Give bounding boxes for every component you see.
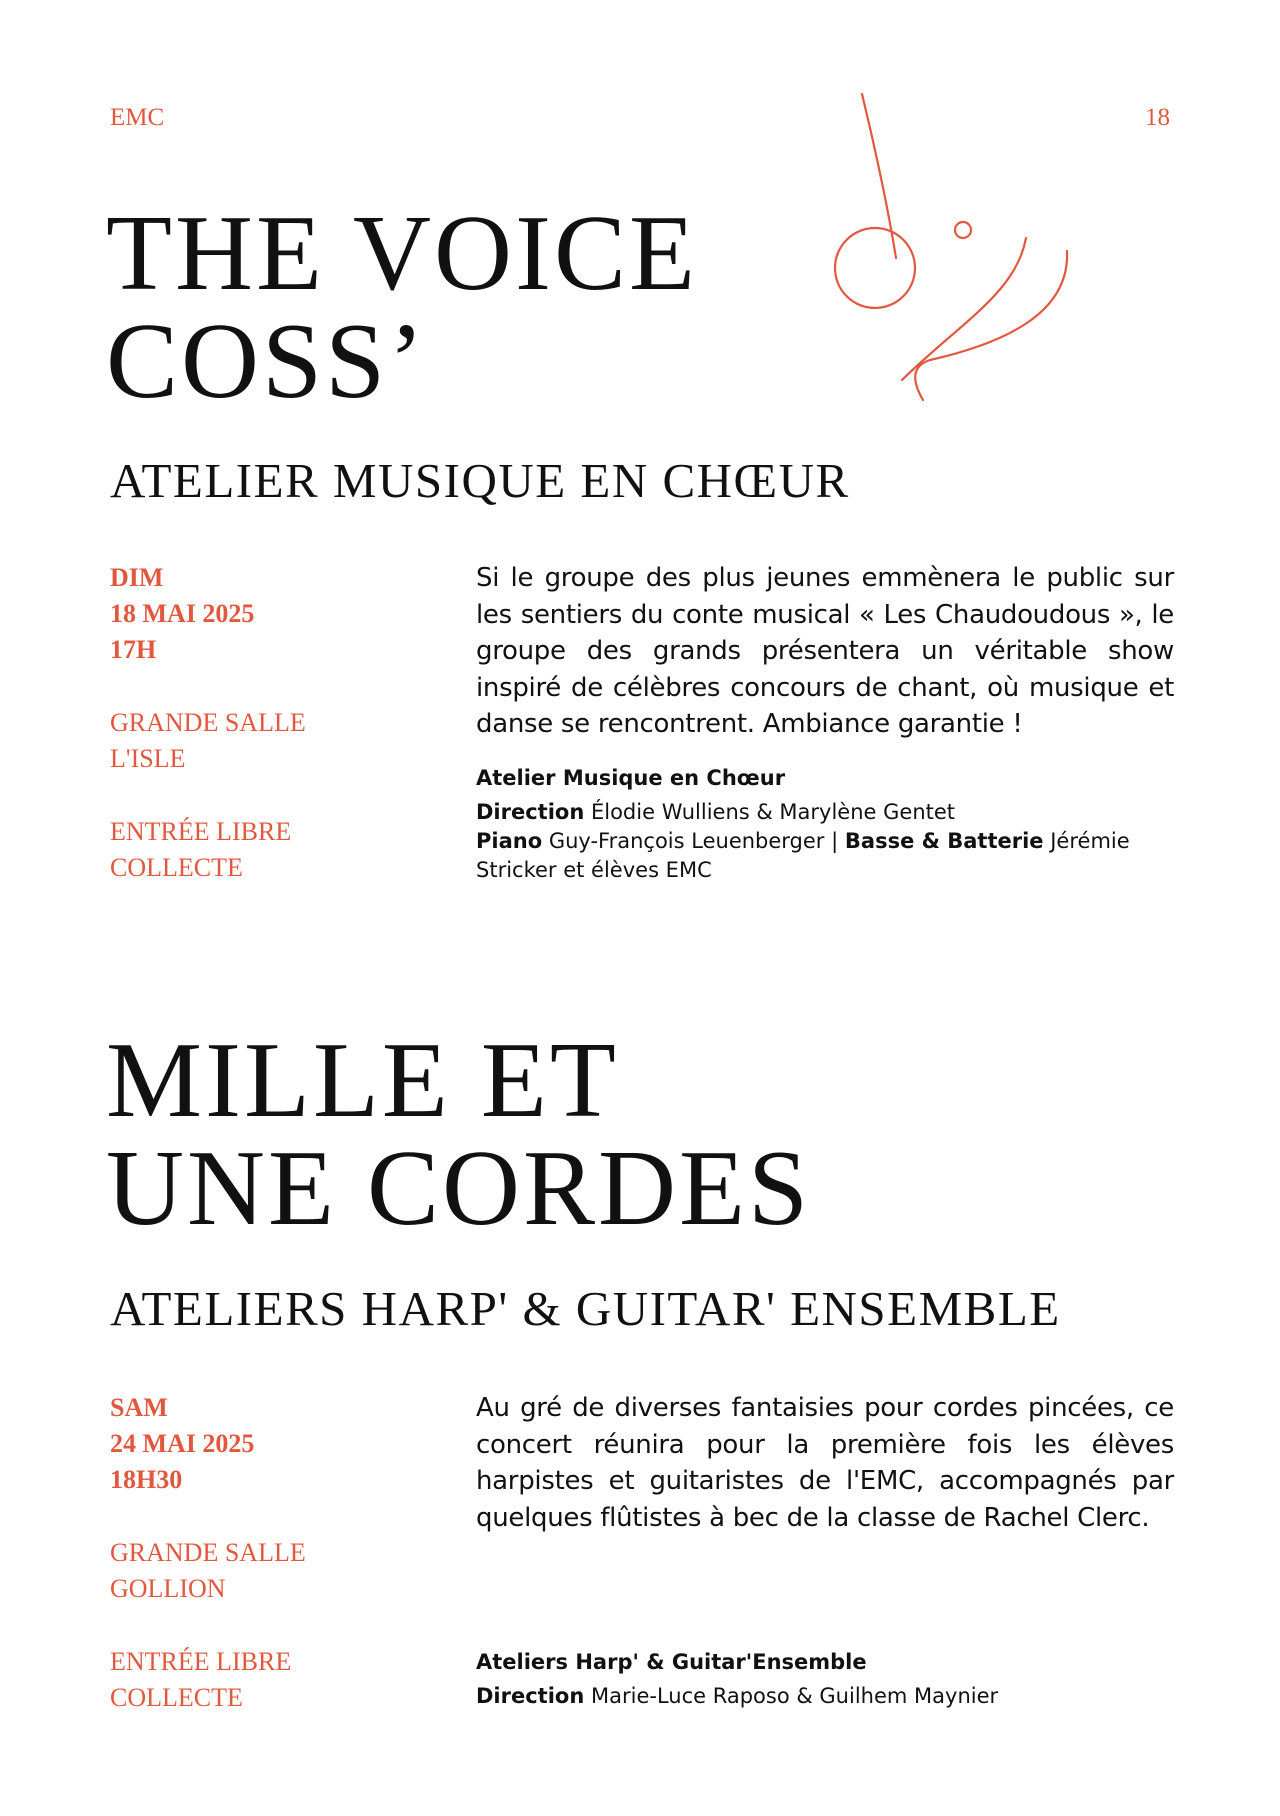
event-date: 18 MAI 2025 xyxy=(110,599,255,628)
header-publisher: EMC xyxy=(110,104,165,131)
credits-piano-value: Guy-François Leuenberger | xyxy=(548,829,839,853)
event-title xyxy=(106,194,698,421)
page-number: 18 xyxy=(1145,104,1170,131)
music-note-decoration-icon xyxy=(830,88,1080,408)
event-title-line2: COSS’ xyxy=(106,302,428,421)
credits-piano-label: Piano xyxy=(476,829,543,853)
event-info xyxy=(110,560,306,886)
event-credits xyxy=(476,1648,1176,1711)
event-title xyxy=(106,1021,812,1248)
credits-direction-label: Direction xyxy=(476,1684,585,1708)
event-description: Si le groupe des plus jeunes emmènera le public sur les sentiers du conte musical « Les Chaudoudous », le groupe des grands présentera un véritable show inspiré de célèbres concours de chant, où musique et danse se rencontrent. Ambiance garantie ! xyxy=(476,563,1174,739)
event-day: SAM xyxy=(110,1393,168,1422)
event-info xyxy=(110,1390,306,1716)
event-title-line1: MILLE ET xyxy=(106,1021,619,1140)
credits-bass-label: Basse & Batterie xyxy=(844,829,1044,853)
event-entry-line1: ENTRÉE LIBRE xyxy=(110,817,292,846)
event-venue-line1: GRANDE SALLE xyxy=(110,1538,306,1567)
event-date: 24 MAI 2025 xyxy=(110,1429,255,1458)
credits-group: Atelier Musique en Chœur xyxy=(476,766,786,790)
credits-group: Ateliers Harp' & Guitar'Ensemble xyxy=(476,1650,867,1674)
event-day: DIM xyxy=(110,563,164,592)
event-entry-line1: ENTRÉE LIBRE xyxy=(110,1647,292,1676)
event-title-line1: THE VOICE xyxy=(106,194,698,313)
credits-bass-value: Jérémie Stricker et élèves EMC xyxy=(476,829,1130,882)
event-subtitle: ATELIER MUSIQUE EN CHŒUR xyxy=(110,453,850,508)
event-description: Au gré de diverses fantaisies pour cordes pincées, ce concert réunira pour la première fois les élèves harpistes et guitaristes de l'EMC, accompagnés par quelques flûtistes à bec de la classe de Rachel Clerc. xyxy=(476,1393,1174,1533)
event-entry-line2: COLLECTE xyxy=(110,853,243,882)
event-venue-line2: GOLLION xyxy=(110,1574,226,1603)
event-time: 17H xyxy=(110,635,157,664)
event-venue-line2: L'ISLE xyxy=(110,744,186,773)
credits-direction-label: Direction xyxy=(476,800,585,824)
event-entry-line2: COLLECTE xyxy=(110,1683,243,1712)
event-subtitle: ATELIERS HARP' & GUITAR' ENSEMBLE xyxy=(110,1281,1061,1336)
credits-direction-value: Marie-Luce Raposo & Guilhem Maynier xyxy=(590,1684,999,1708)
event-title-line2: UNE CORDES xyxy=(106,1129,812,1248)
event-credits xyxy=(476,764,1176,885)
event-venue-line1: GRANDE SALLE xyxy=(110,708,306,737)
credits-direction-value: Élodie Wulliens & Marylène Gentet xyxy=(590,800,956,824)
event-time: 18H30 xyxy=(110,1465,183,1494)
